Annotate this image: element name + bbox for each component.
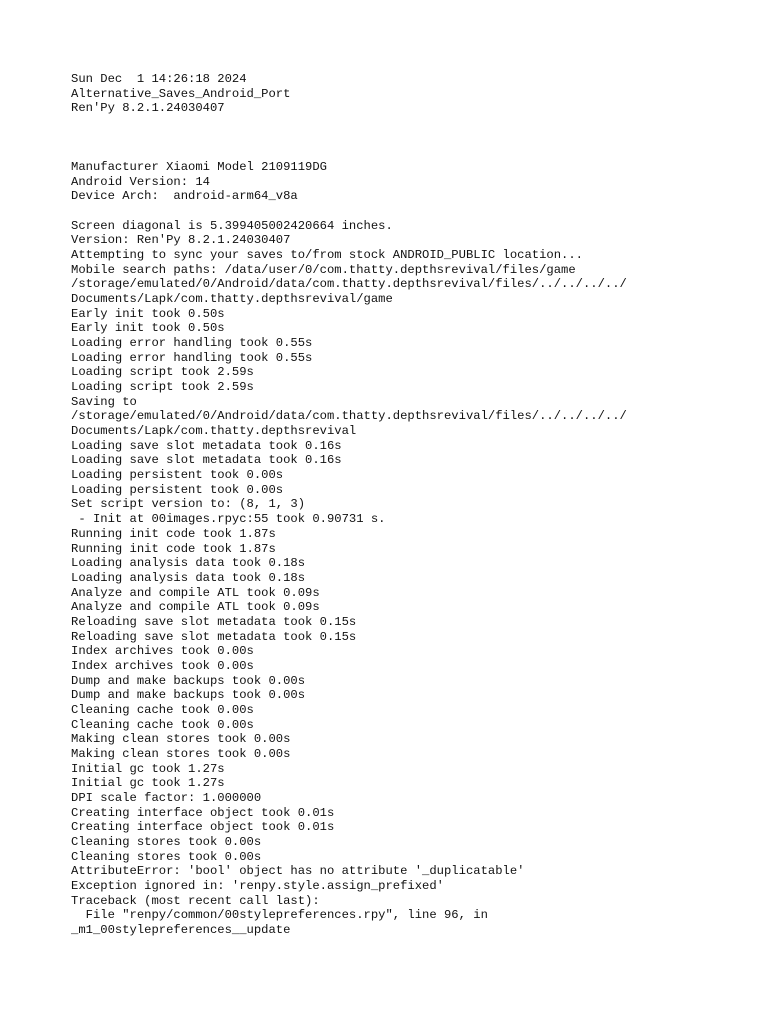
blank-line: [71, 116, 751, 131]
log-line: Loading save slot metadata took 0.16s: [71, 453, 342, 468]
log-line: Creating interface object took 0.01s: [71, 805, 335, 820]
log-line: Loading error handling took 0.55s: [71, 350, 313, 365]
log-line: Saving to: [71, 394, 137, 409]
log-line: File "renpy/common/00stylepreferences.rpy", line 96, in: [71, 908, 488, 923]
log-line: Loading script took 2.59s: [71, 365, 254, 380]
log-line: Sun Dec 1 14:26:18 2024: [71, 72, 247, 86]
log-line: Exception ignored in: 'renpy.style.assign_prefixed': [71, 878, 444, 893]
log-line: Mobile search paths: /data/user/0/com.thatty.depthsrevival/files/game: [71, 262, 576, 277]
log-line: Loading persistent took 0.00s: [71, 468, 284, 483]
log-line: Android Version: 14: [71, 174, 210, 189]
log-line: Cleaning stores took 0.00s: [71, 834, 262, 849]
log-line: Reloading save slot metadata took 0.15s: [71, 629, 357, 644]
log-line: Loading script took 2.59s: [71, 380, 254, 395]
log-line: Early init took 0.50s: [71, 321, 225, 336]
blank-line: [71, 145, 751, 160]
log-line: Loading analysis data took 0.18s: [71, 570, 306, 585]
log-line: Making clean stores took 0.00s: [71, 732, 291, 747]
log-line: Analyze and compile ATL took 0.09s: [71, 600, 320, 615]
log-line: Documents/Lapk/com.thatty.depthsrevival/game: [71, 292, 393, 307]
log-document: [71, 72, 751, 938]
log-line: Loading error handling took 0.55s: [71, 336, 313, 351]
log-line: Screen diagonal is 5.399405002420664 inches.: [71, 218, 393, 233]
log-line: Initial gc took 1.27s: [71, 776, 225, 791]
log-line: Index archives took 0.00s: [71, 658, 254, 673]
log-line: Traceback (most recent call last):: [71, 893, 320, 908]
log-line: Index archives took 0.00s: [71, 644, 254, 659]
log-line: Loading save slot metadata took 0.16s: [71, 438, 342, 453]
log-line: /storage/emulated/0/Android/data/com.thatty.depthsrevival/files/../../../../: [71, 277, 627, 292]
log-line: AttributeError: 'bool' object has no attribute '_duplicatable': [71, 864, 525, 879]
log-line: Running init code took 1.87s: [71, 541, 276, 556]
log-line: Dump and make backups took 0.00s: [71, 688, 306, 703]
log-line: Running init code took 1.87s: [71, 526, 276, 541]
log-line: _m1_00stylepreferences__update: [71, 922, 291, 937]
log-line: Analyze and compile ATL took 0.09s: [71, 585, 320, 600]
log-line: Device Arch: android-arm64_v8a: [71, 189, 298, 204]
blank-line: [71, 131, 751, 146]
log-line: - Init at 00images.rpyc:55 took 0.90731 s.: [71, 512, 386, 527]
log-line: Loading analysis data took 0.18s: [71, 556, 306, 571]
log-line: Ren'Py 8.2.1.24030407: [71, 101, 225, 116]
log-line: Alternative_Saves_Android_Port: [71, 86, 291, 101]
log-line: Loading persistent took 0.00s: [71, 482, 284, 497]
log-line: Early init took 0.50s: [71, 306, 225, 321]
log-line: DPI scale factor: 1.000000: [71, 790, 262, 805]
log-line: Making clean stores took 0.00s: [71, 746, 291, 761]
log-line: Initial gc took 1.27s: [71, 761, 225, 776]
log-line: Attempting to sync your saves to/from stock ANDROID_PUBLIC location...: [71, 248, 583, 263]
blank-line: [71, 204, 751, 219]
log-line: Reloading save slot metadata took 0.15s: [71, 614, 357, 629]
log-line: Set script version to: (8, 1, 3): [71, 497, 306, 512]
log-line: Dump and make backups took 0.00s: [71, 673, 306, 688]
log-line: Version: Ren'Py 8.2.1.24030407: [71, 233, 291, 248]
log-line: Creating interface object took 0.01s: [71, 820, 335, 835]
log-line: Documents/Lapk/com.thatty.depthsrevival: [71, 424, 357, 439]
log-line: Cleaning stores took 0.00s: [71, 849, 262, 864]
log-line: Cleaning cache took 0.00s: [71, 717, 254, 732]
log-line: Manufacturer Xiaomi Model 2109119DG: [71, 160, 327, 175]
log-line: /storage/emulated/0/Android/data/com.thatty.depthsrevival/files/../../../../: [71, 409, 627, 424]
log-line: Cleaning cache took 0.00s: [71, 702, 254, 717]
